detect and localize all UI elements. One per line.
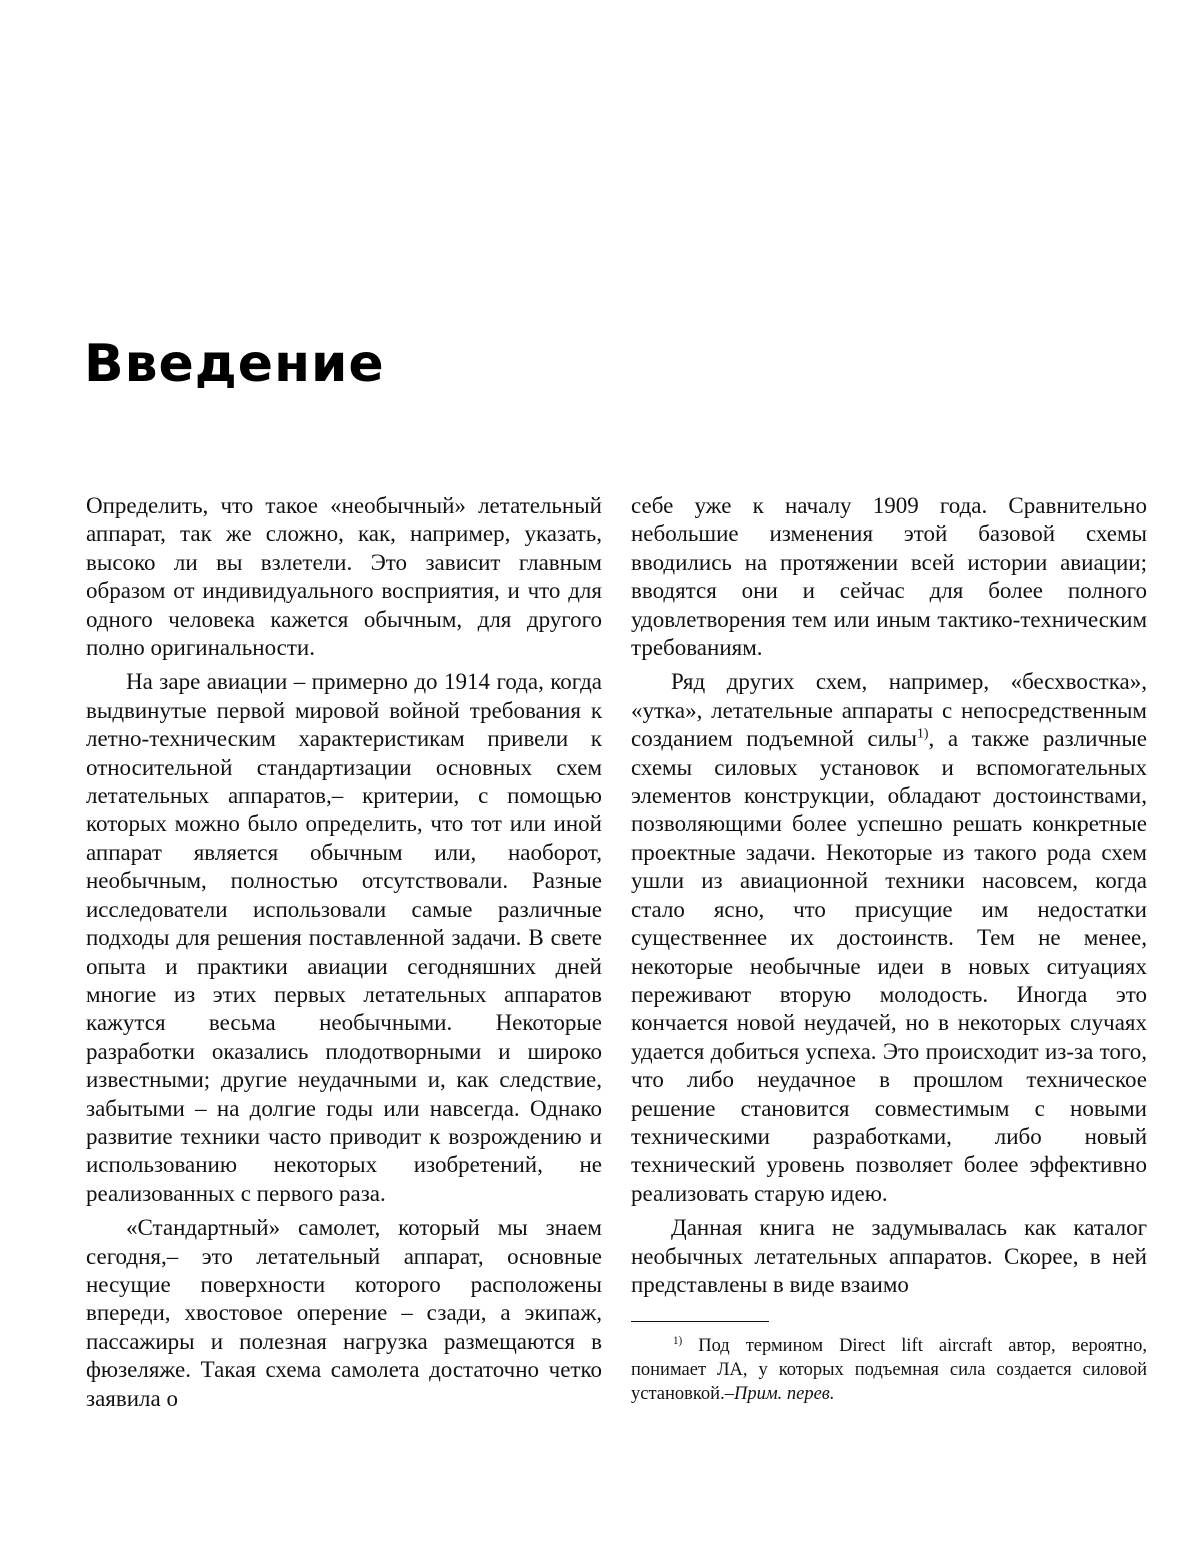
right-column	[631, 492, 1147, 1406]
footnote-divider	[631, 1321, 769, 1322]
paragraph: себе уже к началу 1909 года. Сравнительно небольшие изменения этой базовой схемы вводились на протяжении всей истории авиации; вводятся они и сейчас для более полного удовлетворения тем или иным тактико-техническим требованиям.	[631, 493, 1147, 661]
paragraph-text: , а также различные схемы силовых установок и вспомогательных элементов конструкции, обладают достоинствами, позволяющими более успешно решать конкретные проектные задачи. Некоторые из такого рода схем ушли из авиационной техники насовсем, когда стало ясно, что присущие им недостатки существеннее их достоинств. Тем не менее, некоторые необычные идеи в новых ситуациях переживают вторую молодость. Иногда это кончается новой неудачей, но в некоторых случаях удается добиться успеха. Это происходит из-за того, что либо неудачное в прошлом техническое решение становится совместимым с новыми техническими разработками, либо новый технический уровень позволяет более эффективно реализовать старую идею.	[631, 726, 1147, 1206]
paragraph: Определить, что такое «необычный» летательный аппарат, так же сложно, как, например, указать, высоко ли вы взлетели. Это зависит главным образом от индивидуального восприятия, и что для одного человека кажется обычным, для другого полно оригинальности.	[86, 493, 602, 661]
left-column	[86, 492, 602, 1413]
paragraph: Данная книга не задумывалась как каталог необычных летательных аппаратов. Скорее, в ней представлены в виде взаимо	[631, 1215, 1147, 1297]
footnote-text: Под термином Direct lift aircraft автор, вероятно, понимает ЛА, у которых подъемная сила создается силовой установкой.–	[631, 1336, 1147, 1405]
footnote	[631, 1334, 1147, 1406]
footnote-marker: 1)	[673, 1335, 683, 1348]
translator-note: Прим. перев.	[733, 1384, 835, 1405]
chapter-title: Введение	[84, 334, 385, 394]
footnote-reference: 1)	[917, 725, 929, 741]
paragraph: «Стандартный» самолет, который мы знаем сегодня,– это летательный аппарат, основные несущие поверхности которого расположены впереди, хвостовое оперение – сзади, а экипаж, пассажиры и полезная нагрузка размещаются в фюзеляже. Такая схема самолета достаточно четко заявила о	[86, 1215, 602, 1411]
paragraph	[631, 668, 1147, 1208]
paragraph: На заре авиации – примерно до 1914 года, когда выдвинутые первой мировой войной требования к летно-техническим характеристикам привели к относительной стандартизации основных схем летательных аппаратов,– критерии, с помощью которых можно было определить, что тот или иной аппарат является обычным или, наоборот, необычным, полностью отсутствовали. Разные исследователи использовали самые различные подходы для решения поставленной задачи. В свете опыта и практики авиации сегодняшних дней многие из этих первых летательных аппаратов кажутся весьма необычными. Некоторые разработки оказались плодотворными и широко известными; другие неудачными и, как следствие, забытыми – на долгие годы или навсегда. Однако развитие техники часто приводит к возрождению и использованию некоторых изобретений, не реализованных с первого раза.	[86, 669, 602, 1206]
paragraph-text: Ряд других схем, например, «бесхвостка», «утка», летательные аппараты с непосредственным созданием подъемной силы	[631, 669, 1147, 752]
